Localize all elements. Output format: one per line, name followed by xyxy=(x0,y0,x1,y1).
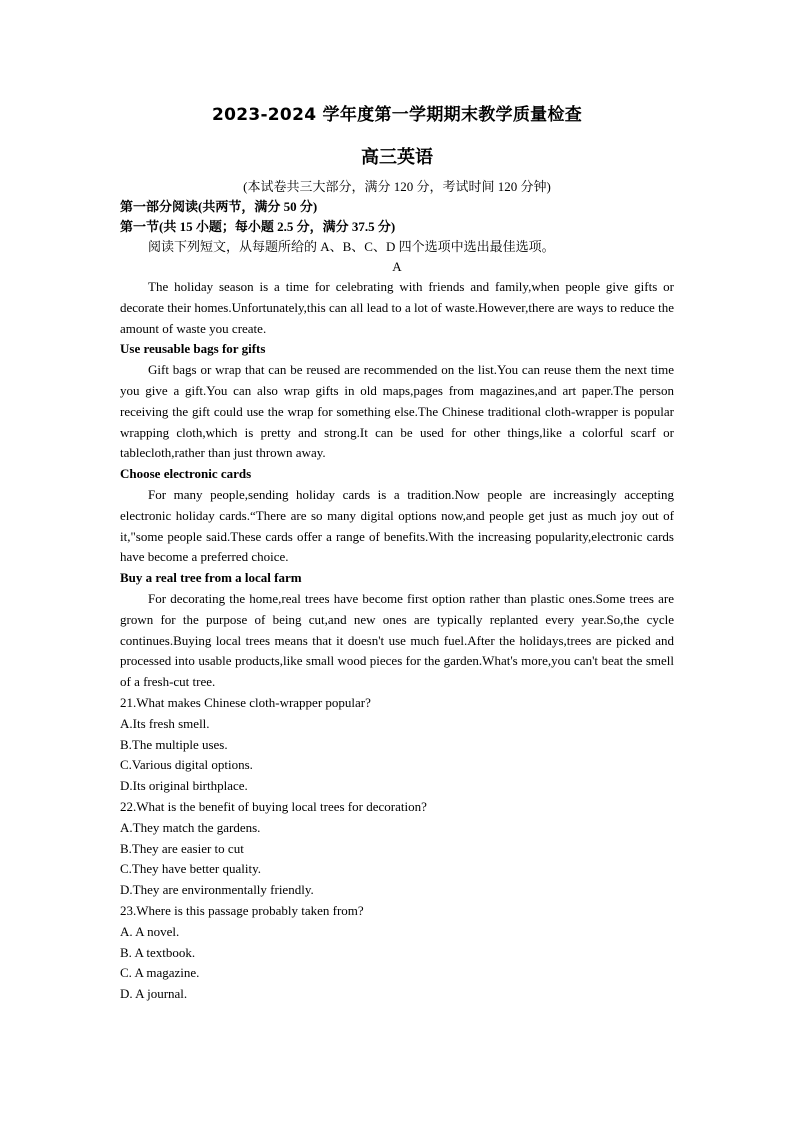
question-stem: 22.What is the benefit of buying local trees for decoration? xyxy=(120,798,427,814)
question-21 xyxy=(120,693,674,797)
option-d: D.Its original birthplace. xyxy=(120,778,248,794)
question-22 xyxy=(120,797,674,901)
option-b: B.The multiple uses. xyxy=(120,736,228,752)
exam-title: 2023-2024 学年度第一学期期末教学质量检查 xyxy=(211,105,583,125)
instruction: 阅读下列短文，从每题所给的 A、B、C、D 四个选项中选出最佳选项。 xyxy=(148,239,555,254)
question-stem: 23.Where is this passage probably taken from? xyxy=(120,902,364,918)
option-c: C. A magazine. xyxy=(120,965,200,981)
option-a: A. A novel. xyxy=(120,923,180,939)
question-stem: 21.What makes Chinese cloth-wrapper popular? xyxy=(120,694,371,710)
option-a: A.They match the gardens. xyxy=(120,819,261,835)
heading-electronic-cards: Choose electronic cards xyxy=(120,466,252,482)
option-d: D. A journal. xyxy=(120,986,188,1002)
paragraph-reusable-bags: Gift bags or wrap that can be reused are recommended on the list.You can reuse them the next time you give a gift.You can also wrap gifts in old maps,pages from magazines,and art paper.The person receiving the gift could use the wrap for something else.The Chinese traditional cloth-wrapper is popular wrapping cloth,which is pretty and strong.It can be used for other things,like a colorful scarf or tablecloth,rather than just thrown away. xyxy=(120,362,674,461)
heading-real-tree: Buy a real tree from a local farm xyxy=(120,570,302,586)
option-b: B. A textbook. xyxy=(120,944,196,960)
exam-note: (本试卷共三大部分，满分 120 分，考试时间 120 分钟) xyxy=(243,179,551,194)
section1-title: 第一节(共 15 小题；每小题 2.5 分，满分 37.5 分) xyxy=(120,219,396,234)
paragraph-electronic-cards: For many people,sending holiday cards is a tradition.Now people are increasingly accepting electronic holiday cards.“There are so many digital options now,and people get just as much joy out of it,"some people said.These cards offer a range of benefits.With the increasing popularity,electronic cards have become a preferred choice. xyxy=(120,486,674,565)
question-23 xyxy=(120,901,674,1005)
passage-intro: The holiday season is a time for celebrating with friends and family,when people give gifts or decorate their homes.Unfortunately,this can all lead to a lot of waste.However,there are ways to reduce the amount of waste you create. xyxy=(120,279,674,336)
exam-page xyxy=(120,100,674,1005)
option-c: C.They have better quality. xyxy=(120,861,262,877)
paragraph-real-tree: For decorating the home,real trees have become first option rather than plastic ones.Some trees are grown for the purpose of being cut,and new ones are typically replanted every year.So,the cycle continues.Buying local trees means that it doesn't use much fuel.After the holidays,trees are picked and processed into usable products,like small wood pieces for the garden.What's more,you can't beat the smell of a fresh-cut tree. xyxy=(120,590,674,690)
part1-title: 第一部分阅读(共两节，满分 50 分) xyxy=(120,199,318,214)
subject-title: 高三英语 xyxy=(361,147,433,168)
heading-reusable-bags: Use reusable bags for gifts xyxy=(120,341,266,357)
option-c: C.Various digital options. xyxy=(120,757,253,773)
option-a: A.Its fresh smell. xyxy=(120,715,210,731)
option-d: D.They are environmentally friendly. xyxy=(120,882,314,898)
passage-label: A xyxy=(392,259,402,274)
option-b: B.They are easier to cut xyxy=(120,840,244,856)
